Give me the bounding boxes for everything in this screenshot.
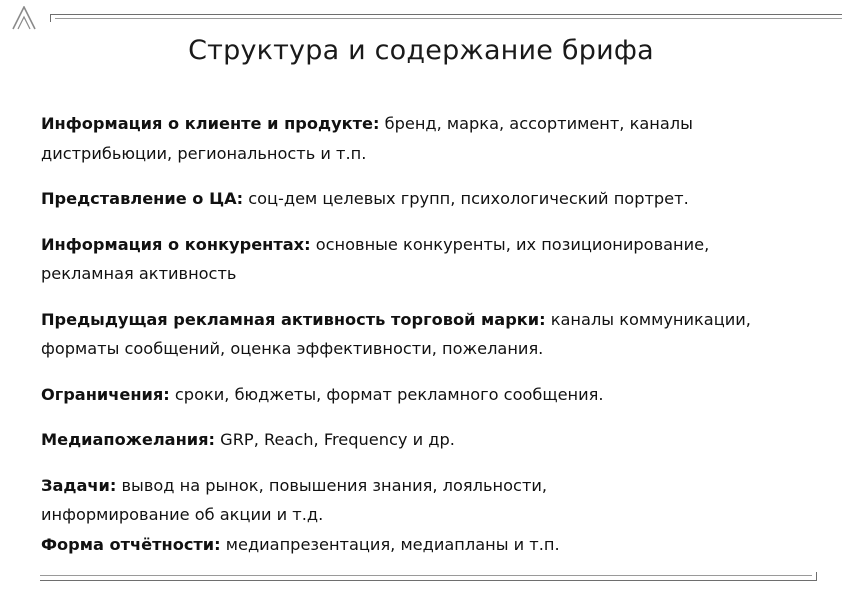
section-text-continued: информирование об акции и т.д. xyxy=(41,505,324,524)
section-target-audience xyxy=(41,184,821,214)
section-label: Ограничения: xyxy=(41,384,170,404)
section-text: GRP, Reach, Frequency и др. xyxy=(215,430,455,449)
section-text-continued: дистрибьюции, региональность и т.п. xyxy=(41,143,367,163)
section-previous-activity xyxy=(41,305,821,364)
section-text: основные конкуренты, их позиционирование, xyxy=(310,234,710,254)
section-label: Форма отчётности: xyxy=(41,534,221,554)
section-text: каналы коммуникации, xyxy=(545,309,751,329)
section-label: Информация о клиенте и продукте: xyxy=(41,114,380,133)
frame-bottom-border xyxy=(40,572,817,581)
section-label: Предыдущая рекламная активность торговой марки: xyxy=(41,309,546,329)
section-tasks xyxy=(41,471,821,530)
section-label: Задачи: xyxy=(41,475,117,495)
section-text-continued: рекламная активность xyxy=(41,264,237,283)
section-report-form xyxy=(41,530,821,560)
section-text: сроки, бюджеты, формат рекламного сообщения. xyxy=(169,384,604,404)
section-label: Представление о ЦА: xyxy=(41,189,244,208)
section-media-wishes xyxy=(41,425,821,455)
brief-content xyxy=(41,109,821,559)
section-client-info xyxy=(41,109,821,168)
section-text: соц-дем целевых групп, психологический портрет. xyxy=(243,189,689,208)
section-text: бренд, марка, ассортимент, каналы xyxy=(379,114,693,133)
section-label: Медиапожелания: xyxy=(41,430,215,449)
page-title: Структура и содержание брифа xyxy=(188,35,654,66)
section-text-continued: форматы сообщений, оценка эффективности, пожелания. xyxy=(41,339,544,358)
section-label: Информация о конкурентах: xyxy=(41,234,311,254)
section-competitors xyxy=(41,230,821,289)
frame-top-border xyxy=(50,14,842,22)
logo-icon xyxy=(11,6,37,30)
section-text: вывод на рынок, повышения знания, лояльности, xyxy=(116,475,548,495)
section-limitations xyxy=(41,380,821,410)
section-text: медиапрезентация, медиапланы и т.п. xyxy=(220,534,560,554)
